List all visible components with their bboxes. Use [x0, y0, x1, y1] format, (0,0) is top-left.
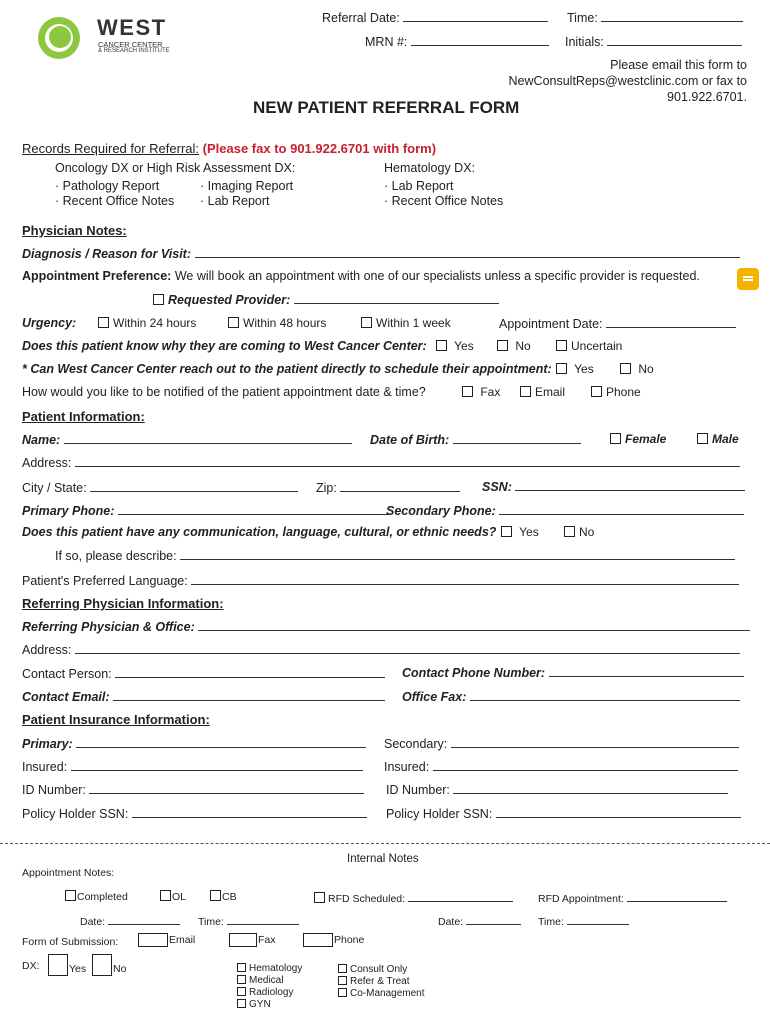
notify-fax[interactable]: Fax [462, 385, 500, 399]
oncology-title: Oncology DX or High Risk Assessment DX: [55, 161, 296, 175]
contact-phone-field[interactable]: Contact Phone Number: [402, 665, 744, 680]
checkbox[interactable] [697, 433, 708, 444]
primary-insurance-field[interactable]: Primary: [22, 736, 366, 751]
id-primary-field[interactable]: ID Number: [22, 782, 364, 797]
specialty-radiology[interactable]: Radiology [237, 987, 293, 998]
office-notes-item: · Recent Office Notes [55, 194, 175, 208]
submission-email[interactable]: Email [138, 933, 195, 947]
referral-date-field[interactable]: Referral Date: [322, 10, 548, 25]
id-secondary-field[interactable]: ID Number: [386, 782, 728, 797]
status-ol[interactable]: OL [160, 890, 186, 903]
diagnosis-field[interactable]: Diagnosis / Reason for Visit: [22, 246, 740, 261]
internal-notes-heading: Internal Notes [347, 853, 419, 865]
checkbox[interactable] [237, 999, 246, 1008]
checkbox[interactable] [564, 526, 575, 537]
knows-why-no[interactable]: No [497, 339, 531, 353]
ssn-primary-field[interactable]: Policy Holder SSN: [22, 806, 367, 821]
contact-person-field[interactable]: Contact Person: [22, 666, 385, 681]
rfd-date-field[interactable]: Date: [438, 913, 521, 928]
dx-label: DX: [22, 960, 40, 972]
appointment-date-field[interactable]: Appointment Date: [499, 316, 736, 331]
pathology-item: · Pathology Report [55, 179, 160, 193]
primary-phone-field[interactable]: Primary Phone: [22, 503, 388, 518]
checkbox[interactable] [98, 317, 109, 328]
appt-notes-label: Appointment Notes: [22, 867, 115, 879]
checkbox[interactable] [556, 340, 567, 351]
checkbox[interactable] [520, 386, 531, 397]
internal-date-field[interactable]: Date: [80, 913, 180, 928]
insurance-heading: Patient Insurance Information: [22, 712, 210, 727]
submission-fax[interactable]: Fax [229, 933, 276, 947]
referring-physician-field[interactable]: Referring Physician & Office: [22, 619, 750, 634]
internal-time-field[interactable]: Time: [198, 913, 299, 928]
status-cb[interactable]: CB [210, 890, 237, 903]
secondary-phone-field[interactable]: Secondary Phone: [386, 503, 744, 518]
checkbox[interactable] [138, 933, 168, 947]
knows-why-label: Does this patient know why they are coming to West Cancer Center: [22, 339, 427, 353]
dob-field[interactable]: Date of Birth: [370, 432, 581, 447]
records-heading: Records Required for Referral: (Please fax to 901.922.6701 with form) [22, 141, 437, 156]
patient-name-field[interactable]: Name: [22, 432, 352, 447]
checkbox[interactable] [210, 890, 221, 901]
reach-out-label: * Can West Cancer Center reach out to the patient directly to schedule their appointment: [22, 362, 552, 376]
checkbox[interactable] [497, 340, 508, 351]
patient-info-heading: Patient Information: [22, 409, 145, 424]
sex-female[interactable]: Female [610, 432, 666, 446]
requested-provider-field[interactable]: Requested Provider: [153, 292, 499, 307]
submission-phone[interactable]: Phone [303, 933, 364, 947]
checkbox[interactable] [338, 964, 347, 973]
consult-only[interactable]: Consult Only [338, 964, 407, 975]
hematology-title: Hematology DX: [384, 161, 476, 175]
lab-item: · Lab Report [200, 194, 270, 208]
checkbox[interactable] [338, 988, 347, 997]
dx-yes[interactable]: Yes [48, 954, 86, 976]
contact-email-field[interactable]: Contact Email: [22, 689, 385, 704]
checkbox[interactable] [314, 892, 325, 903]
office-fax-field[interactable]: Office Fax: [402, 689, 740, 704]
specialty-hematology[interactable]: Hematology [237, 963, 302, 974]
co-management[interactable]: Co-Management [338, 988, 424, 999]
checkbox[interactable] [160, 890, 171, 901]
checkbox[interactable] [48, 954, 68, 976]
specialty-medical[interactable]: Medical [237, 975, 283, 986]
checkbox[interactable] [229, 933, 257, 947]
needs-yes[interactable]: Yes [501, 525, 539, 539]
notify-email[interactable]: Email [520, 385, 565, 399]
comment-icon[interactable] [737, 268, 759, 290]
needs-no[interactable]: No [564, 525, 594, 539]
knows-why-yes[interactable]: Yes [436, 339, 474, 353]
knows-why-uncertain[interactable]: Uncertain [556, 339, 622, 353]
time-field[interactable]: Time: [567, 10, 743, 25]
sex-male[interactable]: Male [697, 432, 739, 446]
checkbox[interactable] [462, 386, 473, 397]
rfd-time-field[interactable]: Time: [538, 913, 629, 928]
ssn-secondary-field[interactable]: Policy Holder SSN: [386, 806, 741, 821]
checkbox[interactable] [620, 363, 631, 374]
checkbox[interactable] [591, 386, 602, 397]
hem-lab-item: · Lab Report [384, 179, 454, 193]
email-instructions: Please email this form to NewConsultReps@westclinic.com or fax to 901.922.6701. [508, 58, 747, 104]
ssn-field[interactable]: SSN: [482, 479, 745, 494]
form-title: NEW PATIENT REFERRAL FORM [253, 98, 520, 117]
checkbox[interactable] [228, 317, 239, 328]
insured-secondary-field[interactable]: Insured: [384, 759, 738, 774]
referring-address-field[interactable]: Address: [22, 642, 740, 657]
refer-treat[interactable]: Refer & Treat [338, 976, 409, 987]
city-state-field[interactable]: City / State: [22, 480, 298, 495]
checkbox[interactable] [361, 317, 372, 328]
checkbox[interactable] [556, 363, 567, 374]
urgency-24h[interactable]: Within 24 hours [98, 316, 196, 330]
rfd-scheduled[interactable]: RFD Scheduled: [314, 890, 513, 905]
logo-sub2: & RESEARCH INSTITUTE [98, 48, 170, 54]
checkbox[interactable] [65, 890, 76, 901]
urgency-48h[interactable]: Within 48 hours [228, 316, 326, 330]
insured-primary-field[interactable]: Insured: [22, 759, 363, 774]
checkbox[interactable] [436, 340, 447, 351]
divider [0, 843, 770, 844]
patient-address-field[interactable]: Address: [22, 455, 740, 470]
checkbox[interactable] [338, 976, 347, 985]
notify-label: How would you like to be notified of the patient appointment date & time? [22, 385, 426, 399]
checkbox[interactable] [303, 933, 333, 947]
imaging-item: · Imaging Report [200, 179, 294, 193]
checkbox[interactable] [237, 963, 246, 972]
zip-field[interactable]: Zip: [316, 480, 460, 495]
logo-name: WEST [97, 15, 167, 40]
specialty-gyn[interactable]: GYN [237, 999, 271, 1010]
initials-field[interactable]: Initials: [565, 34, 742, 49]
checkbox[interactable] [92, 954, 112, 976]
notify-phone[interactable]: Phone [591, 385, 641, 399]
secondary-insurance-field[interactable]: Secondary: [384, 736, 739, 751]
logo-dot-icon [49, 26, 71, 48]
describe-field[interactable]: If so, please describe: [55, 548, 735, 563]
dx-no[interactable]: No [92, 954, 126, 976]
checkbox[interactable] [237, 987, 246, 996]
needs-label: Does this patient have any communication, language, cultural, or ethnic needs? [22, 525, 497, 539]
rfd-appointment-field[interactable]: RFD Appointment: [538, 890, 727, 905]
mrn-field[interactable]: MRN #: [365, 34, 549, 49]
submission-label: Form of Submission: [22, 936, 119, 948]
hem-notes-item: · Recent Office Notes [384, 194, 504, 208]
checkbox[interactable] [237, 975, 246, 984]
status-completed[interactable]: Completed [65, 890, 128, 903]
reach-out-no[interactable]: No [620, 362, 654, 376]
language-field[interactable]: Patient's Preferred Language: [22, 573, 739, 588]
requested-provider-checkbox[interactable] [153, 294, 164, 305]
checkbox[interactable] [501, 526, 512, 537]
appointment-preference: Appointment Preference: We will book an appointment with one of our specialists unless a specific provider is requested. [22, 269, 700, 283]
logo-sub1: CANCER CENTER [98, 40, 163, 49]
reach-out-yes[interactable]: Yes [556, 362, 594, 376]
referring-heading: Referring Physician Information: [22, 596, 224, 611]
checkbox[interactable] [610, 433, 621, 444]
physician-notes-heading: Physician Notes: [22, 223, 127, 238]
urgency-1week[interactable]: Within 1 week [361, 316, 451, 330]
urgency-label: Urgency: [22, 316, 77, 330]
